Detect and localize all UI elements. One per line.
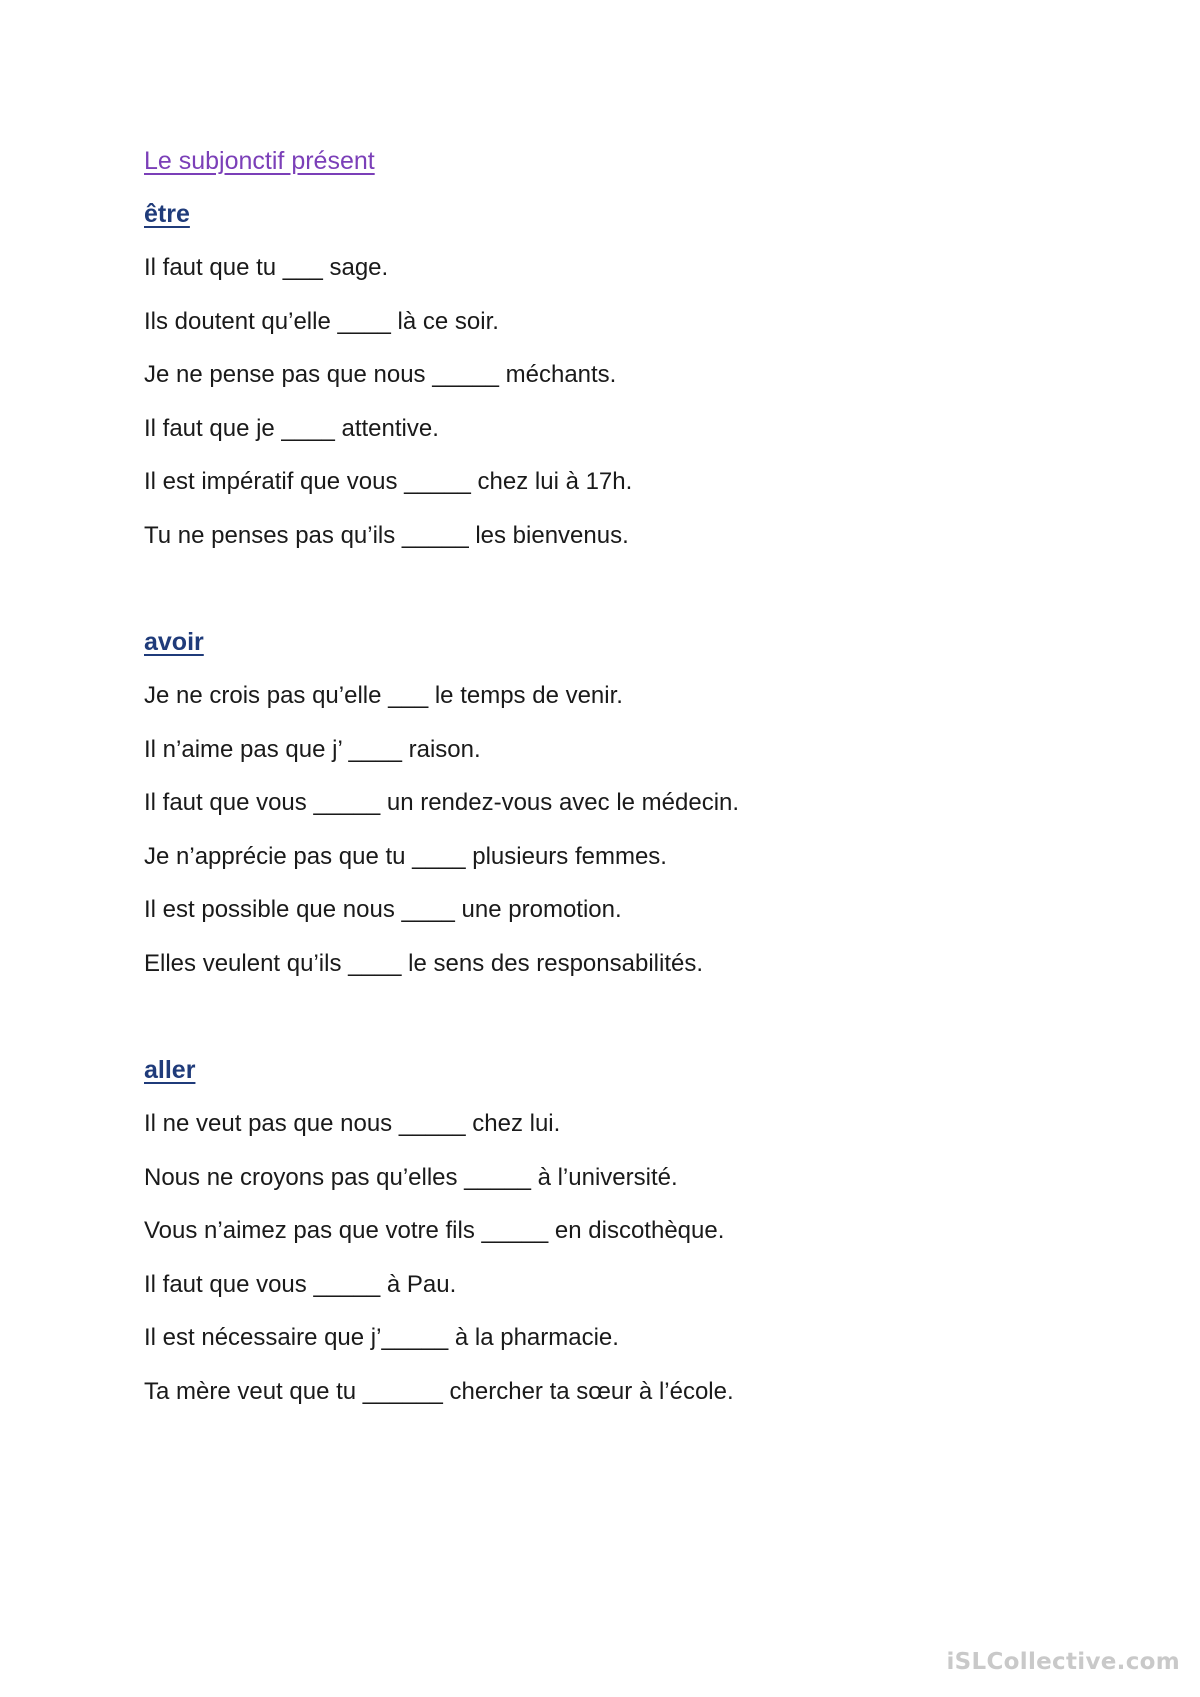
- exercise-sentence: Ils doutent qu’elle ____ là ce soir.: [144, 307, 499, 335]
- exercise-sentence: Ta mère veut que tu ______ chercher ta sœur à l’école.: [144, 1377, 734, 1405]
- exercise-sentence: Il faut que je ____ attentive.: [144, 414, 439, 442]
- worksheet-title: Le subjonctif présent: [144, 147, 375, 175]
- exercise-sentence: Tu ne penses pas qu’ils _____ les bienvenus.: [144, 521, 629, 549]
- exercise-sentence: Nous ne croyons pas qu’elles _____ à l’université.: [144, 1163, 678, 1191]
- section-heading: aller: [144, 1056, 196, 1084]
- watermark: iSLCollective.com: [946, 1649, 1180, 1675]
- section-heading: être: [144, 200, 190, 228]
- exercise-sentence: Il ne veut pas que nous _____ chez lui.: [144, 1110, 561, 1137]
- section-aller: [144, 1055, 1044, 1430]
- section-etre: [144, 199, 1044, 574]
- exercise-sentence: Je ne crois pas qu’elle ___ le temps de venir.: [144, 682, 623, 709]
- section-heading: avoir: [144, 628, 204, 656]
- exercise-sentence: Il n’aime pas que j’ ____ raison.: [144, 735, 481, 763]
- exercise-sentence: Il est impératif que vous _____ chez lui à 17h.: [144, 468, 633, 495]
- exercise-sentence: Il faut que vous _____ à Pau.: [144, 1270, 457, 1298]
- exercise-sentence: Je ne pense pas que nous _____ méchants.: [144, 361, 617, 388]
- exercise-sentence: Il est nécessaire que j’_____ à la pharmacie.: [144, 1324, 619, 1351]
- exercise-sentence: Il faut que vous _____ un rendez-vous avec le médecin.: [144, 789, 740, 816]
- exercise-sentence: Elles veulent qu’ils ____ le sens des responsabilités.: [144, 949, 703, 977]
- worksheet-page: [144, 0, 1104, 1697]
- exercise-sentence: Il est possible que nous ____ une promotion.: [144, 896, 622, 923]
- exercise-sentence: Vous n’aimez pas que votre fils _____ en discothèque.: [144, 1217, 725, 1244]
- section-avoir: [144, 627, 1044, 1002]
- exercise-sentence: Il faut que tu ___ sage.: [144, 254, 389, 281]
- exercise-sentence: Je n’apprécie pas que tu ____ plusieurs femmes.: [144, 842, 667, 870]
